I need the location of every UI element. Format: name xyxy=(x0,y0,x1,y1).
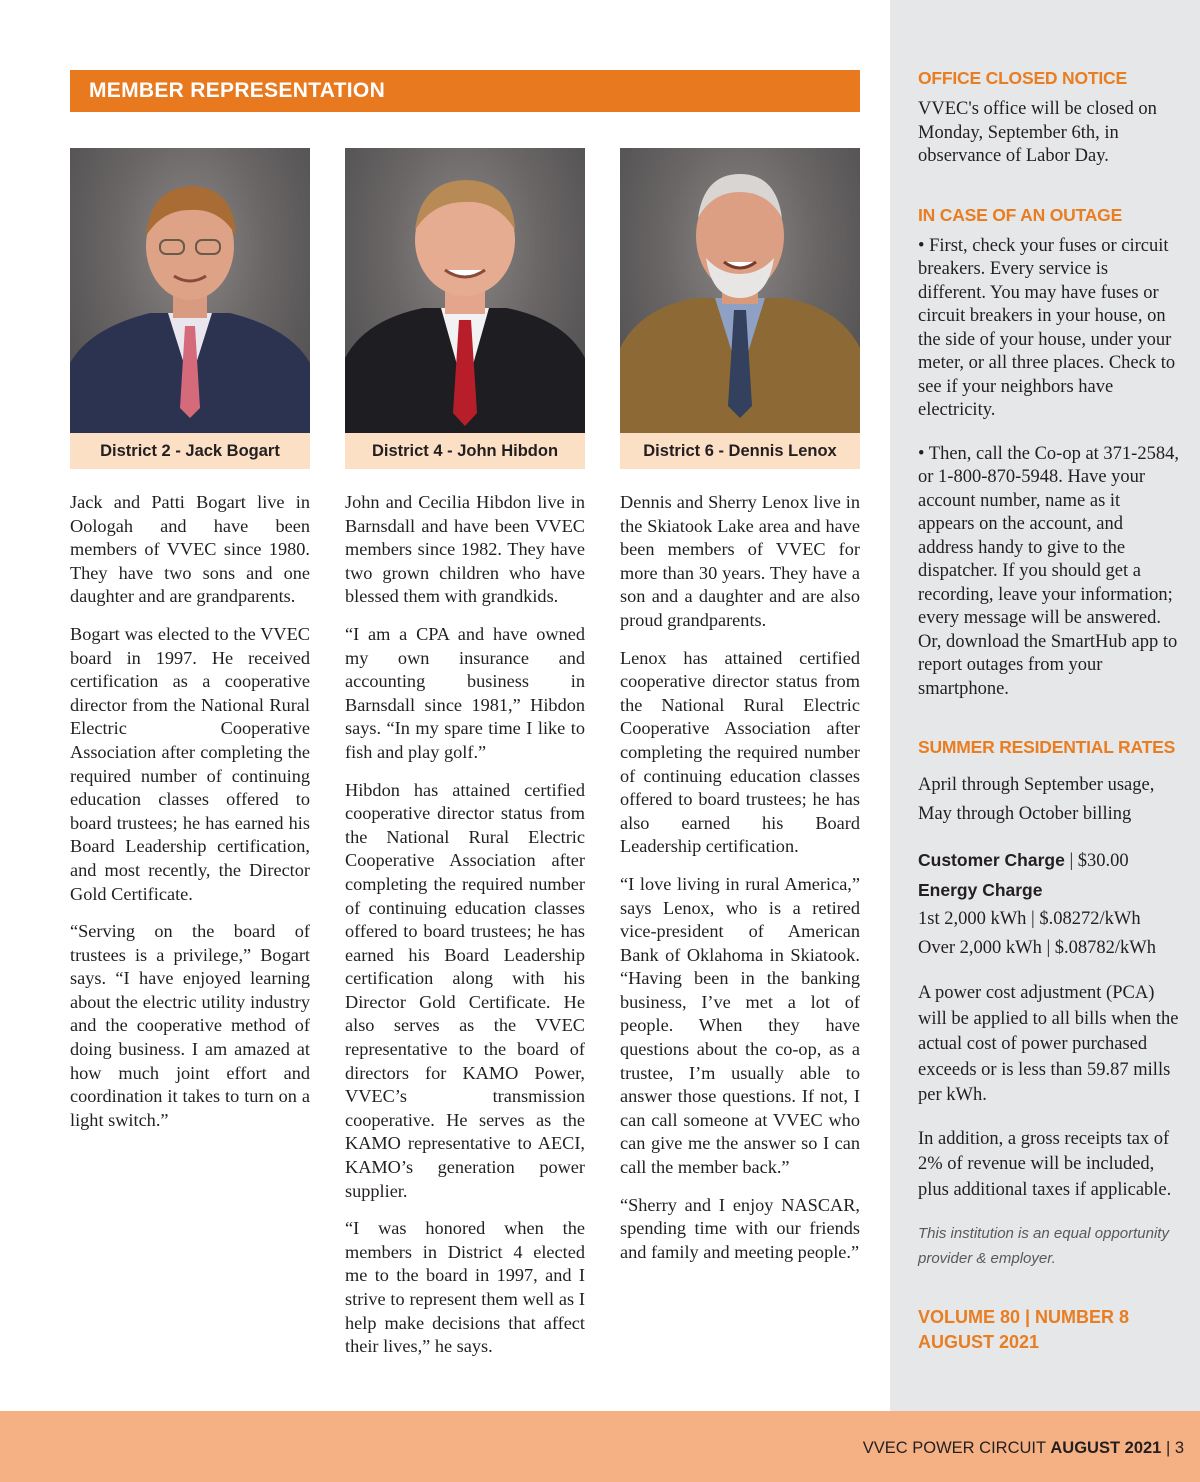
energy-tier-1: 1st 2,000 kWh | $.08272/kWh xyxy=(918,909,1141,929)
rates-period-usage: April through September usage, xyxy=(918,775,1155,795)
eeo-statement: This institution is an equal opportunity provider & employer. xyxy=(918,1225,1169,1267)
paragraph: John and Cecilia Hibdon live in Barnsdall and have been VVEC members since 1982. They have two grown children who have blessed them with grandkids. xyxy=(345,492,585,607)
energy-tier-2: Over 2,000 kWh | $.08782/kWh xyxy=(918,938,1156,958)
paragraph: Jack and Patti Bogart live in Oologah and have been members of VVEC since 1980. They have two sons and one daughter and are grandparents. xyxy=(70,492,310,607)
energy-charge-label: Energy Charge xyxy=(918,880,1043,900)
page-number: | 3 xyxy=(1161,1439,1184,1457)
footer-month: AUGUST 2021 xyxy=(1050,1439,1162,1457)
trustee-column-district-4 xyxy=(345,148,585,1359)
rates-table xyxy=(918,846,1180,963)
office-closed-heading: OFFICE CLOSED NOTICE xyxy=(918,68,1127,88)
paragraph: “Serving on the board of trustees is a privilege,” Bogart says. “I have enjoyed learning about the electric utility industry and the cooperative method of doing business. I am amazed at how much joint effort and coordination it takes to turn on a light switch.” xyxy=(70,921,310,1130)
paragraph: Hibdon has attained certified cooperative director status from the National Rural Electric Cooperative Association after completing the required number of continuing education classes offered to board trustees; he has earned his Board Leadership certification along with his Director Gold Certificate. He also serves as the VVEC representative to the board of directors for KAMO Power, VVEC’s transmission cooperative. He serves as the KAMO representative to AECI, KAMO’s generation power supplier. xyxy=(345,779,585,1201)
trustee-column-district-6 xyxy=(620,148,860,1264)
customer-charge-row xyxy=(918,846,1180,876)
photo-caption: District 4 - John Hibdon xyxy=(345,433,585,469)
paragraph: “I am a CPA and have owned my own insurance and accounting business in Barnsdall since 1981,” Hibdon says. “In my spare time I like to fish and play golf.” xyxy=(345,623,585,762)
portrait-illustration xyxy=(345,148,585,433)
paragraph: “I love living in rural America,” says Lenox, who is a retired vice-president of American Bank of Oklahoma in Skiatook. “Having been in the banking business, I’ve met a lot of people. When they have questions about the co-op, as a trustee, I’m usually able to answer those questions. If not, I can call someone at VVEC who can give me the answer so I can call the member back.” xyxy=(620,873,860,1178)
paragraph: “Sherry and I enjoy NASCAR, spending time with our friends and family and meeting people.” xyxy=(620,1194,860,1262)
article-body xyxy=(345,491,585,1359)
portrait-photo-bogart xyxy=(70,148,310,433)
publication-name: VVEC POWER CIRCUIT xyxy=(862,1439,1051,1457)
paragraph: Lenox has attained certified cooperative director status from the National Rural Electric Cooperative Association after completing the required number of continuing education classes offered to board trustees; he has also earned his Board Leadership certification. xyxy=(620,647,860,857)
outage-bullet: • Then, call the Co-op at 371-2584, or 1-800-870-5948. Have your account number, name as it appears on the account, and address handy to give to the dispatcher. If you should get a recording, leave your information; every message will be answered. Or, download the SmartHub app to report outages from your smartphone. xyxy=(918,443,1179,699)
pca-text: A power cost adjustment (PCA) will be applied to all bills when the actual cost of power purchased exceeds or is less than 59.87 mills per kWh. xyxy=(918,983,1179,1105)
article-body xyxy=(70,491,310,1132)
paragraph: Dennis and Sherry Lenox live in the Skiatook Lake area and have been members of VVEC for more than 30 years. They have a son and a daughter and are also proud grandparents. xyxy=(620,492,860,630)
portrait-photo-hibdon xyxy=(345,148,585,433)
footer-text xyxy=(863,1439,1184,1458)
article-body xyxy=(620,491,860,1264)
paragraph: “I was honored when the members in District 4 elected me to the board in 1997, and I strive to represent them well as I help make decisions that affect their lives,” he says. xyxy=(345,1218,585,1357)
photo-caption: District 2 - Jack Bogart xyxy=(70,433,310,469)
sidebar-content xyxy=(918,66,1180,1355)
issue-info xyxy=(918,1305,1180,1355)
rates-heading: SUMMER RESIDENTIAL RATES xyxy=(918,737,1176,757)
portrait-photo-lenox xyxy=(620,148,860,433)
customer-charge-label: Customer Charge xyxy=(918,850,1065,870)
issue-date: AUGUST 2021 xyxy=(918,1332,1040,1352)
page-footer xyxy=(0,1411,1200,1482)
section-title: MEMBER REPRESENTATION xyxy=(89,79,386,102)
portrait-illustration xyxy=(70,148,310,433)
customer-charge-value: | $30.00 xyxy=(1064,851,1129,871)
portrait-illustration xyxy=(620,148,860,433)
tax-text: In addition, a gross receipts tax of 2% of revenue will be included, plus additional taxes if applicable. xyxy=(918,1128,1172,1200)
office-closed-text: VVEC's office will be closed on Monday, September 6th, in observance of Labor Day. xyxy=(918,99,1157,166)
outage-bullet: • First, check your fuses or circuit breakers. Every service is different. You may have fuses or circuit breakers in your house, on the side of your house, under your meter, or all three places. Check to see if your neighbors have electricity. xyxy=(918,235,1176,420)
rates-period-billing: May through October billing xyxy=(918,804,1132,824)
photo-caption: District 6 - Dennis Lenox xyxy=(620,433,860,469)
trustee-column-district-2 xyxy=(70,148,310,1132)
rates-period xyxy=(918,771,1180,829)
volume-number: VOLUME 80 | NUMBER 8 xyxy=(918,1307,1130,1327)
paragraph: Bogart was elected to the VVEC board in 1997. He received certification as a cooperative director from the National Rural Electric Cooperative Association after completing the required number of continuing education classes offered to board trustees; he has earned his Board Leadership certification, and most recently, the Director Gold Certificate. xyxy=(70,623,310,904)
section-header-bar xyxy=(70,70,860,112)
sidebar xyxy=(890,0,1200,1411)
outage-heading: IN CASE OF AN OUTAGE xyxy=(918,204,1123,225)
